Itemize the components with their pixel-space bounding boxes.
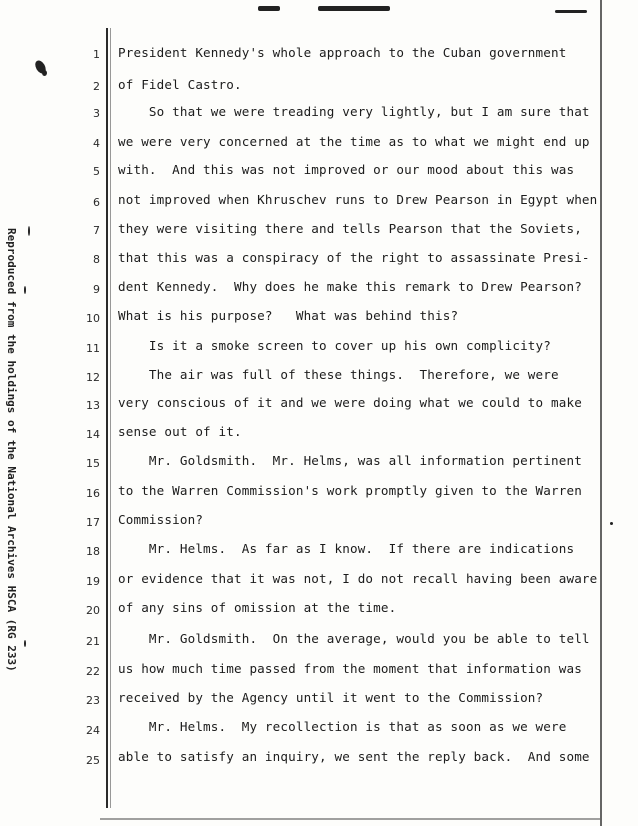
transcript-line: or evidence that it was not, I do not recall having been aware xyxy=(118,571,598,586)
scan-speck xyxy=(610,522,613,525)
line-number: 4 xyxy=(93,137,100,150)
line-number: 25 xyxy=(86,754,100,767)
transcript-line: Mr. Helms. As far as I know. If there are indications xyxy=(118,541,575,556)
line-number: 22 xyxy=(86,665,100,678)
transcript-line: Mr. Goldsmith. Mr. Helms, was all information pertinent xyxy=(118,453,582,468)
transcript-line: What is his purpose? What was behind this? xyxy=(118,308,459,323)
transcript-line: that this was a conspiracy of the right to assassinate Presi- xyxy=(118,250,590,265)
left-margin-rule-inner xyxy=(110,28,111,808)
line-number: 13 xyxy=(86,399,100,412)
transcript-line: of Fidel Castro. xyxy=(118,77,242,92)
line-number: 17 xyxy=(86,516,100,529)
transcript-line: to the Warren Commission's work promptly given to the Warren xyxy=(118,483,582,498)
transcript-line: Is it a smoke screen to cover up his own complicity? xyxy=(118,338,551,353)
scan-speck xyxy=(28,226,30,236)
scan-artifact xyxy=(318,6,390,11)
line-number: 16 xyxy=(86,487,100,500)
line-number: 18 xyxy=(86,545,100,558)
line-number: 7 xyxy=(93,224,100,237)
line-number: 2 xyxy=(93,80,100,93)
line-number: 23 xyxy=(86,694,100,707)
transcript-line: able to satisfy an inquiry, we sent the reply back. And some xyxy=(118,749,590,764)
transcript-line: President Kennedy's whole approach to the Cuban government xyxy=(118,45,567,60)
line-number: 24 xyxy=(86,724,100,737)
line-number: 21 xyxy=(86,635,100,648)
transcript-line: received by the Agency until it went to the Commission? xyxy=(118,690,544,705)
line-number: 15 xyxy=(86,457,100,470)
archives-stamp: Reproduced from the holdings of the National Archives HSCA (RG 233) xyxy=(5,228,18,672)
transcript-line: sense out of it. xyxy=(118,424,242,439)
line-number: 8 xyxy=(93,253,100,266)
transcript-line: us how much time passed from the moment that information was xyxy=(118,661,582,676)
transcript-line: Mr. Helms. My recollection is that as soon as we were xyxy=(118,719,567,734)
line-number: 1 xyxy=(93,48,100,61)
line-number: 11 xyxy=(86,342,100,355)
right-margin-rule xyxy=(600,0,602,826)
line-number: 12 xyxy=(86,371,100,384)
line-number: 10 xyxy=(86,312,100,325)
transcript-line: of any sins of omission at the time. xyxy=(118,600,397,615)
line-number: 14 xyxy=(86,428,100,441)
transcript-line: very conscious of it and we were doing what we could to make xyxy=(118,395,582,410)
scan-speck xyxy=(24,286,26,294)
line-number: 20 xyxy=(86,604,100,617)
transcript-line: Mr. Goldsmith. On the average, would you be able to tell xyxy=(118,631,590,646)
scan-artifact xyxy=(258,6,280,11)
bottom-scan-edge xyxy=(100,818,600,820)
transcript-line: we were very concerned at the time as to what we might end up xyxy=(118,134,590,149)
line-number: 9 xyxy=(93,283,100,296)
transcript-line: Commission? xyxy=(118,512,204,527)
transcript-line: dent Kennedy. Why does he make this remark to Drew Pearson? xyxy=(118,279,582,294)
scan-speck xyxy=(42,70,47,76)
transcript-line: with. And this was not improved or our mood about this was xyxy=(118,162,575,177)
line-number: 5 xyxy=(93,165,100,178)
line-number: 19 xyxy=(86,575,100,588)
transcript-line: The air was full of these things. Therefore, we were xyxy=(118,367,559,382)
left-margin-rule xyxy=(106,28,108,808)
transcript-line: they were visiting there and tells Pearson that the Soviets, xyxy=(118,221,582,236)
line-number: 6 xyxy=(93,196,100,209)
scan-artifact xyxy=(555,10,587,13)
transcript-line: not improved when Khruschev runs to Drew Pearson in Egypt when xyxy=(118,192,598,207)
scan-speck xyxy=(24,640,26,647)
line-number: 3 xyxy=(93,107,100,120)
transcript-line: So that we were treading very lightly, but I am sure that xyxy=(118,104,590,119)
